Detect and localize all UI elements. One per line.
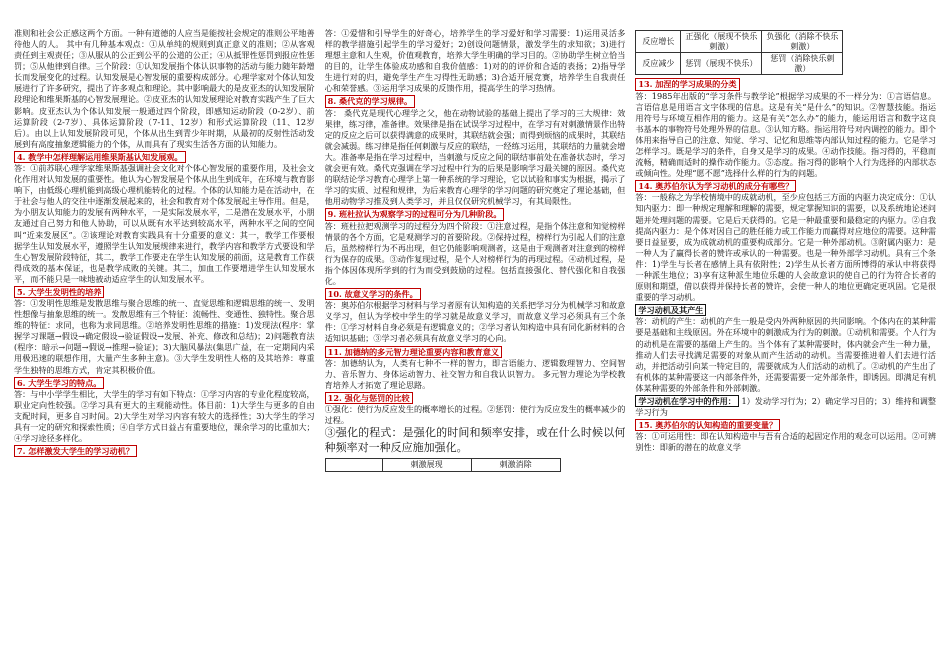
table-cell: 反应增长 [636, 31, 681, 53]
table-cell: 惩罚（展现不快乐） [681, 53, 762, 75]
paragraph: 答：加德纳认为，人类有七种不一样的智力，即言语能力、逻辑数理智力、空间智力、音乐智力、身体运动智力、社交智力和自我认识智力。 多元智力理论为学校教育培养人才拓宽了理论思路。 [324, 357, 626, 390]
table-cell: 负强化（消除不快乐刺激） [762, 31, 843, 53]
table-row [636, 53, 843, 75]
paragraph: 答：一般称之为学校情境中的成就动机，至少应包括三方面的内驱力决定成分：①认知内驱力：即一种规定理解和理解的需要，规定掌握知识的需要，以及系统地论述问题并处理问题的需要。它是后天获得的。它是一种最重要和最稳定的内驱力。②自我提高内驱力：是个体对因自己的胜任能力或工作能力而赢得对应地位的需要。这种需要日益显要，成为成就动机的重要构成部分。它是一种外部动机。③附属内驱力：是一种人为了赢得长者的赞许或承认的一种需要。也是一种外部学习动机。具有三个条件：1)学生与长者在感情上具有依附性；2)学生从长者方面所博得的承认中将获得一种派生地位；3)享有这种派生地位乐趣的人会故意识的使自己的行为符合长者的原则和期望，借以获得并保持长者的赞许，会使一种人的地位更确定更巩固。它是很重要的学习动机。 [635, 192, 937, 303]
paragraph: 答：1985年出版的“学习条件与教学论”根据学习成果的不一样分为：①言语信息。言语信息是用语言文字体现的信息。这是有关“是什么”的知识。②智慧技能。指运用符号与环境互相作用的能力。这是有关“怎么办”的能力，能运用语言和数字这良书基本的事物符号处理外界的信息。③认知方略。指运用符号对内调控的能力。即个体用来指导自己的注意、知觉、学习、记忆和思维等内部认知过程的能力。它是学习怎样学习。既是学习的条件，自身又是学习的成果。④动作技能。指习得的，平稳而流畅，精确而适时的操作动作能力。⑤态度。指习得的影响个人行为选择的内部状态或倾向性。处理“愿不愿”选择什么样的行为的问题。 [635, 90, 937, 179]
section-heading-15: 15. 奥苏伯尔的认知构造的重要变量？ [635, 419, 780, 431]
table-row [636, 31, 843, 53]
paragraph: 答：①发明性思维是发散思维与聚合思维的统一、直觉思维和逻辑思维的统一、发明性想像与抽象思维的统一。发散思维有三个特征：流畅性、变通性、独特性。聚合思维的特征：求同，也称为求同思维。②培养发明性思维的措施：1)发现法(程序：掌握学习课题→假设→确定假设→验证假设→发展、补充、修改和总结)；2)问题教育法(程序：暗示→问题→假说→推理→验证)；3)大脑风暴法(集思广益，在一定期间内采用极迅速的联想作用，大量产生多种主意)。③大学生发明性人格的及其培养：尊重学生独特的思维方式，肯定其积极价值。 [14, 298, 315, 375]
paragraph: 答：①前苏联心理学家维果斯基强调社会文化对个体心智发展的重要作用，及社会文化作用对认知发展的重要性。他认为心智发展是个体从出生到成年，在环境与教育影响下，由低级心理机能到高级心理机能转化的过程。个体的认知能力是在活动中，在于社会与他人的交往中逐渐发展起来的，社会和教育对个体发展起主导作用。但是，为小朋友认知能力的发展有两种水平，一是实际发展水平，二是潜在发展水平，小朋友通过自己努力和他人协助，可以从既有水平达到较高水平，两种水平之间的空间叫“近来发展区”。②该理论对教育实践具有十分重要的意义：其一，教学工作要根据学生认知发展水平，遵照学生认知发展规律来进行，教学内容和教学方式要设和学生心智发展阶段特征，其二，教学工作要走在学生认知发展的前面，这是教育工作获得成效的基本保证，也是教学成败的关键。其二，加血工作要增进学生认知发展水平，而不能只是一味地被动适应学生的认知发展水平。 [14, 163, 315, 284]
section-heading-role: 学习动机在学习中的作用： [635, 395, 739, 407]
paragraph: 答：班杜拉把观测学习的过程分为四个阶段：①注意过程，是指个体注意和知觉榜样情景的各个方面，它是观测学习的首要阶段。②保持过程，榜样行为引起人们的注意后，虽然榜样行为不再出现，但它仍能影响观测者，这是由于观测者对注意到的榜样行为保存的成果。③动作复现过程，是个人对榜样行为的再现过程。④动机过程，是指个体因体现所学到的行为而受到鼓励的过程。包括直接强化、替代强化和自我强化。 [324, 220, 626, 286]
table-cell: 刺激展现 [382, 458, 471, 471]
paragraph: 准则和社会公正感这两个方面。一种有道德的人应当是能按社会规定的准则公平地善待他人的人。 其中有几种基本观点：①从单纯的规则到真正意义的准则；②从客观责任到主观责任；③从服从的公正到公平的公道的公正；④从抵罪性惩罚到报应性惩罚；⑤从他律到自律。三个阶段：①认知发展指个体认识事物的活动与能力随年龄增长而发展变化的过程。认知发展是心智发展的重要构成部分。心理学家对个体认知发展进行了许多研究，提出了许多观点和理论。其中影响最大的是皮亚杰的认知发展阶段理论和维果斯基的心智发展理论。②皮亚杰的认知发展理论对教育实践产生了巨大影响。皮亚杰认为个体认知发展一般通过四个阶段，即感知运动阶段（0-2岁）、前运算阶段（2-7岁）、具体运算阶段（7-11、12岁）和形式运算阶段（11、12岁后）。由以上认知发展阶段可见，个体从出生到青少年时期，从最初的反射性活动发展到有高度抽象逻辑能力的个体，从而具有了现实生活各方面的认知能力。 [14, 28, 315, 149]
paragraph: 答：与中小学学生相比，大学生的学习有如下特点：①学习内容的专业化程度较高，职业定向性较强。②学习具有更大的主观能动性。体目前：1)大学生与更多的自由支配时间，更多自习时间。2)大学生对学习内容有较大的选择性；3)大学生的学习具有一定的研究和探索性质；④自学方式日益占有重要地位，课余学习的比重加大；④学习途径多样化。 [14, 388, 315, 444]
table-cell [325, 458, 382, 471]
paragraph: 答： 桑代克是现代心理学之父，他在动物试验的基础上提出了学习的三大规律：效果律，练习律，准备律。效果律是指在试误学习过程中，在学习有对刺激情景作出特定的反应之后可以获得满意的成果时，其联结就会强；而得到烦恼的成果时，其联结就会减弱。练习律是指任何刺激与反应的联结，一经练习运用，其联结的力量就会增大。准备率是指在学习过程中，当刺激与反应之间的联结事前处在准备状态时，学习就会更有效。桑代克强调在学习过程中行为的后果是影响学习最关键的原因。桑代克的联结论学习教育心理学上第一种系统的学习理论，它以试验和事实为根据，揭示了学习的实质、过程和规律，为后来教育心理学的学习问题的研究奠定了理论基础，但他用动物学习推及到人类学习，并且仅仅研究机械学习，有其局限性。 [324, 107, 626, 207]
paragraph: 答：奥苏伯尔根据学习材料与学习者原有认知构造的关系把学习分为机械学习和故意义学习，但认为学校中学生的学习就是故意义学习，而故意义学习必须具有三个条件：①学习材料自身必须是有逻辑意义的；②学习者认知构造中具有同化新材料的合适知识基础；③学习者必须具有故意义学习的心向。 [324, 300, 626, 344]
section-heading-12: 12. 强化与惩罚的比较 [325, 392, 413, 404]
table-cell: 反应减少 [636, 53, 681, 75]
table-cell: 惩罚（消除快乐刺激） [762, 53, 843, 75]
section-heading-9: 9. 班杜拉认为观察学习的过程可分为几种阶段。 [325, 208, 505, 220]
paragraph: 答：①可运用性：即在认知构造中与吾有合适的起固定作用的观念可以运用。②可辨别性：即新的潜在的故意义学 [635, 431, 937, 453]
table-cell: 刺激消除 [471, 458, 560, 471]
section-heading-10: 10. 故意义学习的条件。 [325, 288, 421, 300]
reinforcement-table-header [325, 458, 561, 472]
section-heading-7: 7. 怎样激发大学生的学习动机？ [14, 445, 137, 457]
column-right [635, 28, 936, 664]
column-middle [325, 28, 626, 664]
paragraph: 答：①爱惜和引导学生的好奇心，培养学生的学习爱好和学习需要：1)运用灵活多样的教学措施引起学生的学习爱好；2)创设问题情景，激发学生的求知欲；3)进行理想主意和人生观，价值观教育，培养大学生明确的学习目的。②协助学生树立恰当的目的，让学生体验成功感和自我价值感：1)对的的评价和合适的表扬；2)指导学生进行对的归，避免学生产生习得性无助感；3)合适开展竞赛，培养学生自我责任心和荣誉感。③运用学习成果的反馈作用，提高学生的学习热情。 [324, 28, 626, 94]
section-heading-8: 8. 桑代克的学习规律。 [325, 95, 415, 107]
section-heading-motive: 学习动机及其产生 [635, 304, 706, 316]
section-heading-11: 11. 加德纳的多元智力理论重要内容和教育意义 [325, 346, 502, 358]
section-heading-14: 14. 奥苏伯尔认为学习动机的成分有哪些？ [635, 180, 796, 192]
reinforcement-table [635, 30, 843, 75]
table-cell: 正强化（展现不快乐刺激） [681, 31, 762, 53]
section-heading-13: 13. 加涅的学习成果的分类 [635, 78, 739, 90]
paragraph: ①强化：使行为反应发生的概率增长的过程。②惩罚：使行为反应发生的概率减少的过程。 [324, 404, 626, 426]
section-heading-6: 6. 大学生学习的特点。 [14, 377, 104, 389]
section-heading-4: 4. 教学中怎样理解运用维果斯基认知发展观。 [14, 151, 186, 163]
paragraph: 答：动机的产生：动机的产生一般是受内外两种原因的共同影响。个体内在的某种需要是基础和主线原因。外在环境中的刺激成为行为的刺激。①动机和需要。个人行为的动机是在需要的基础上产生的。当个体有了某种需要时，体内就会产生一种力量，推动人们去寻找满足需要的对象从而产生活动的动机。当需要推进着人们去进行活动，并把活动引向某一特定目的，需要就成为人们活动的动机了。②动机的产生出了有机体的某种需要这一内部条件外，还需要需要一定外部条件，即诱因。即满足有机体某种需要的外部条件和外部刺激。 [635, 316, 937, 393]
paragraph: 1）发动学习行为；2）确定学习目的；3）维持和调整学习行为 [635, 395, 937, 418]
section-heading-5: 5. 大学生发明性的培养 [14, 286, 104, 298]
column-left [14, 28, 315, 664]
paragraph: ③强化的程式：是强化的时间和频率安排，或在什么时候以何种频率对一种反应施加强化。 [324, 426, 626, 455]
